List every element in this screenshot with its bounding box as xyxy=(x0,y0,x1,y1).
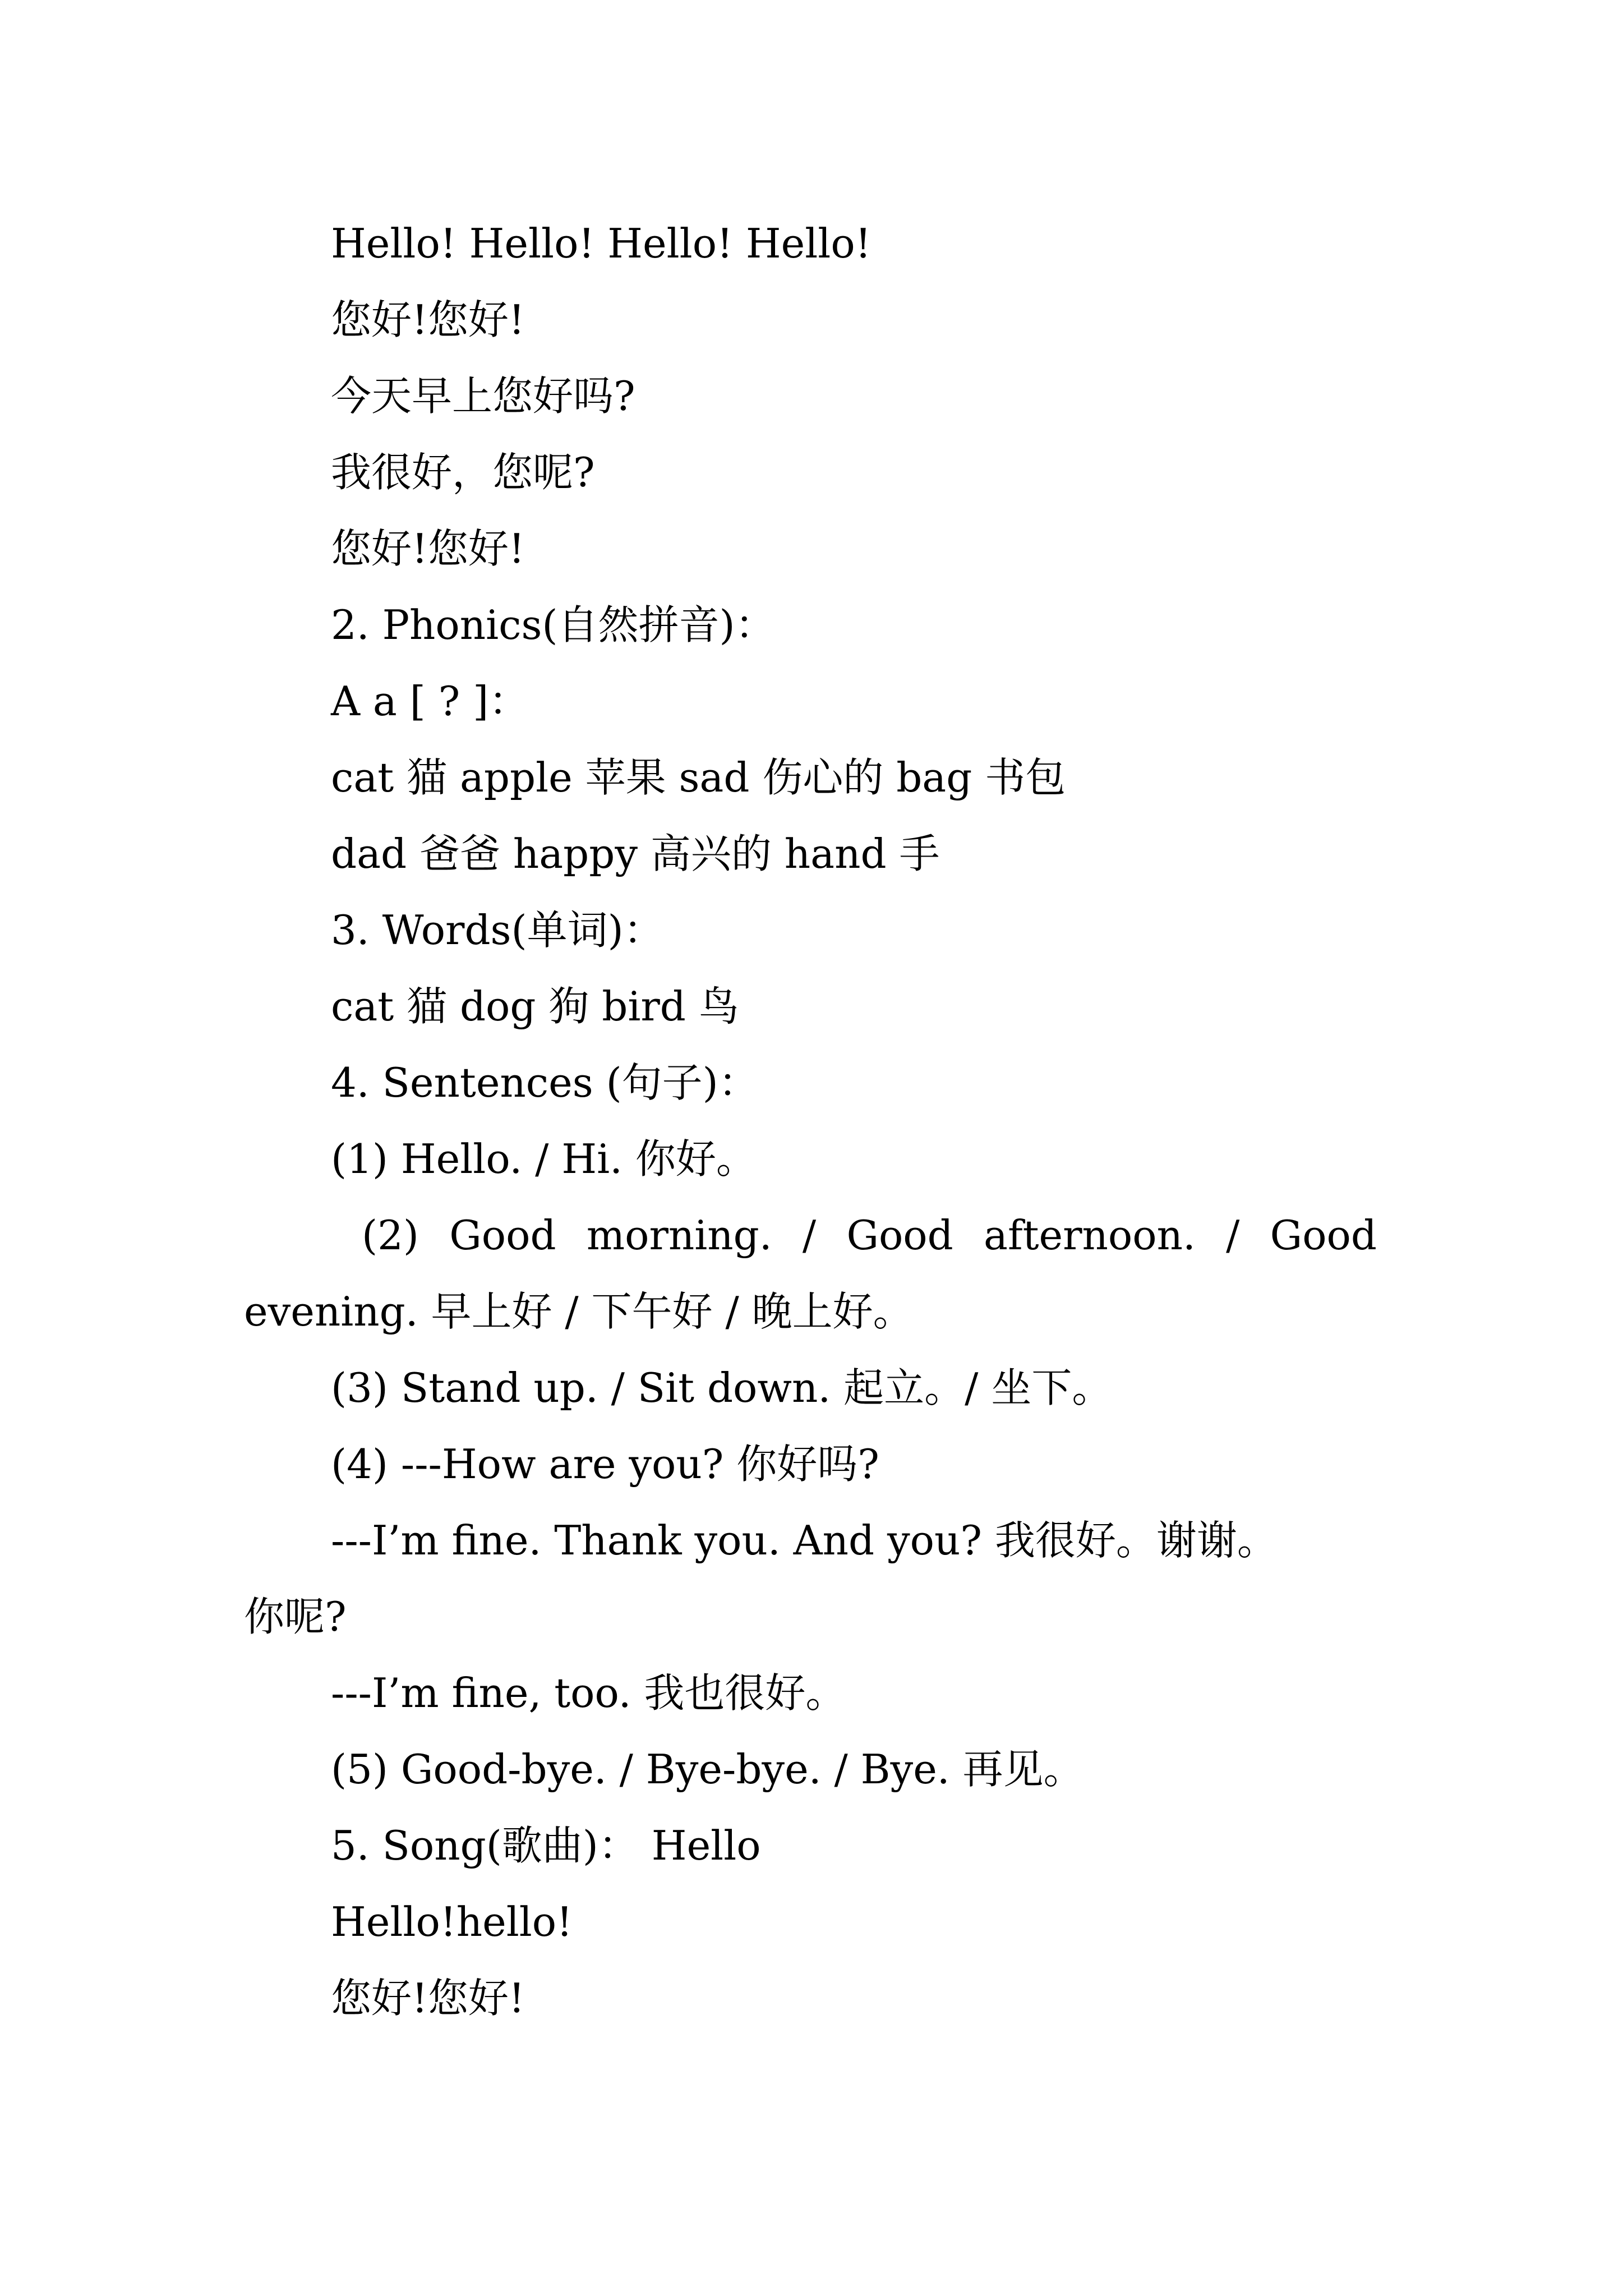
sentence-2-word: Good xyxy=(1270,1212,1377,1259)
section-heading-song: 5. Song(歌曲)： Hello xyxy=(331,1822,761,1869)
sentence-1: (1) Hello. / Hi. 你好。 xyxy=(331,1135,757,1182)
sentence-4-question: (4) ---How are you? 你好吗? xyxy=(331,1441,879,1488)
sentence-2-word: / xyxy=(1226,1212,1240,1259)
sentence-5: (5) Good-bye. / Bye-bye. / Bye. 再见。 xyxy=(331,1746,1084,1793)
song-line-2: 您好!您好! xyxy=(331,1975,525,2022)
sentence-4-answer-continuation: 你呢? xyxy=(244,1593,347,1640)
section-heading-phonics: 2. Phonics(自然拼音)： xyxy=(331,601,776,648)
text-line-nin-hao-2: 您好!您好! xyxy=(331,525,525,572)
text-line-hello-repeat: Hello! Hello! Hello! Hello! xyxy=(331,220,872,267)
sentence-2-word: Good xyxy=(449,1212,556,1259)
sentence-2-word: afternoon. xyxy=(984,1212,1196,1259)
sentence-2-word: morning. xyxy=(586,1212,772,1259)
phonics-words-line-2: dad 爸爸 happy 高兴的 hand 手 xyxy=(331,830,940,877)
sentence-2-word: / xyxy=(802,1212,817,1259)
sentence-2-word: Good xyxy=(846,1212,953,1259)
phonics-words-line-1: cat 猫 apple 苹果 sad 伤心的 bag 书包 xyxy=(331,754,1066,801)
sentence-4-answer: ---I’m fine. Thank you. And you? 我很好。谢谢。 xyxy=(331,1517,1278,1564)
sentence-4-reply: ---I’m fine, too. 我也很好。 xyxy=(331,1669,846,1717)
text-line-morning-question: 今天早上您好吗? xyxy=(331,372,635,420)
song-line-1: Hello!hello! xyxy=(331,1898,573,1945)
section-heading-sentences: 4. Sentences (句子)： xyxy=(331,1059,759,1106)
sentence-2-word: (2) xyxy=(362,1212,419,1259)
phonics-letter-line: A a [ ? ]： xyxy=(331,678,529,725)
sentence-2-justified xyxy=(362,1212,1377,1259)
sentence-3: (3) Stand up. / Sit down. 起立。/ 坐下。 xyxy=(331,1364,1113,1411)
words-line: cat 猫 dog 狗 bird 鸟 xyxy=(331,983,739,1030)
section-heading-words: 3. Words(单词)： xyxy=(331,907,664,954)
text-line-nin-hao-1: 您好!您好! xyxy=(331,296,525,343)
text-line-fine-answer: 我很好，您呢? xyxy=(331,449,595,496)
sentence-2-continuation: evening. 早上好 / 下午好 / 晚上好。 xyxy=(244,1288,914,1335)
